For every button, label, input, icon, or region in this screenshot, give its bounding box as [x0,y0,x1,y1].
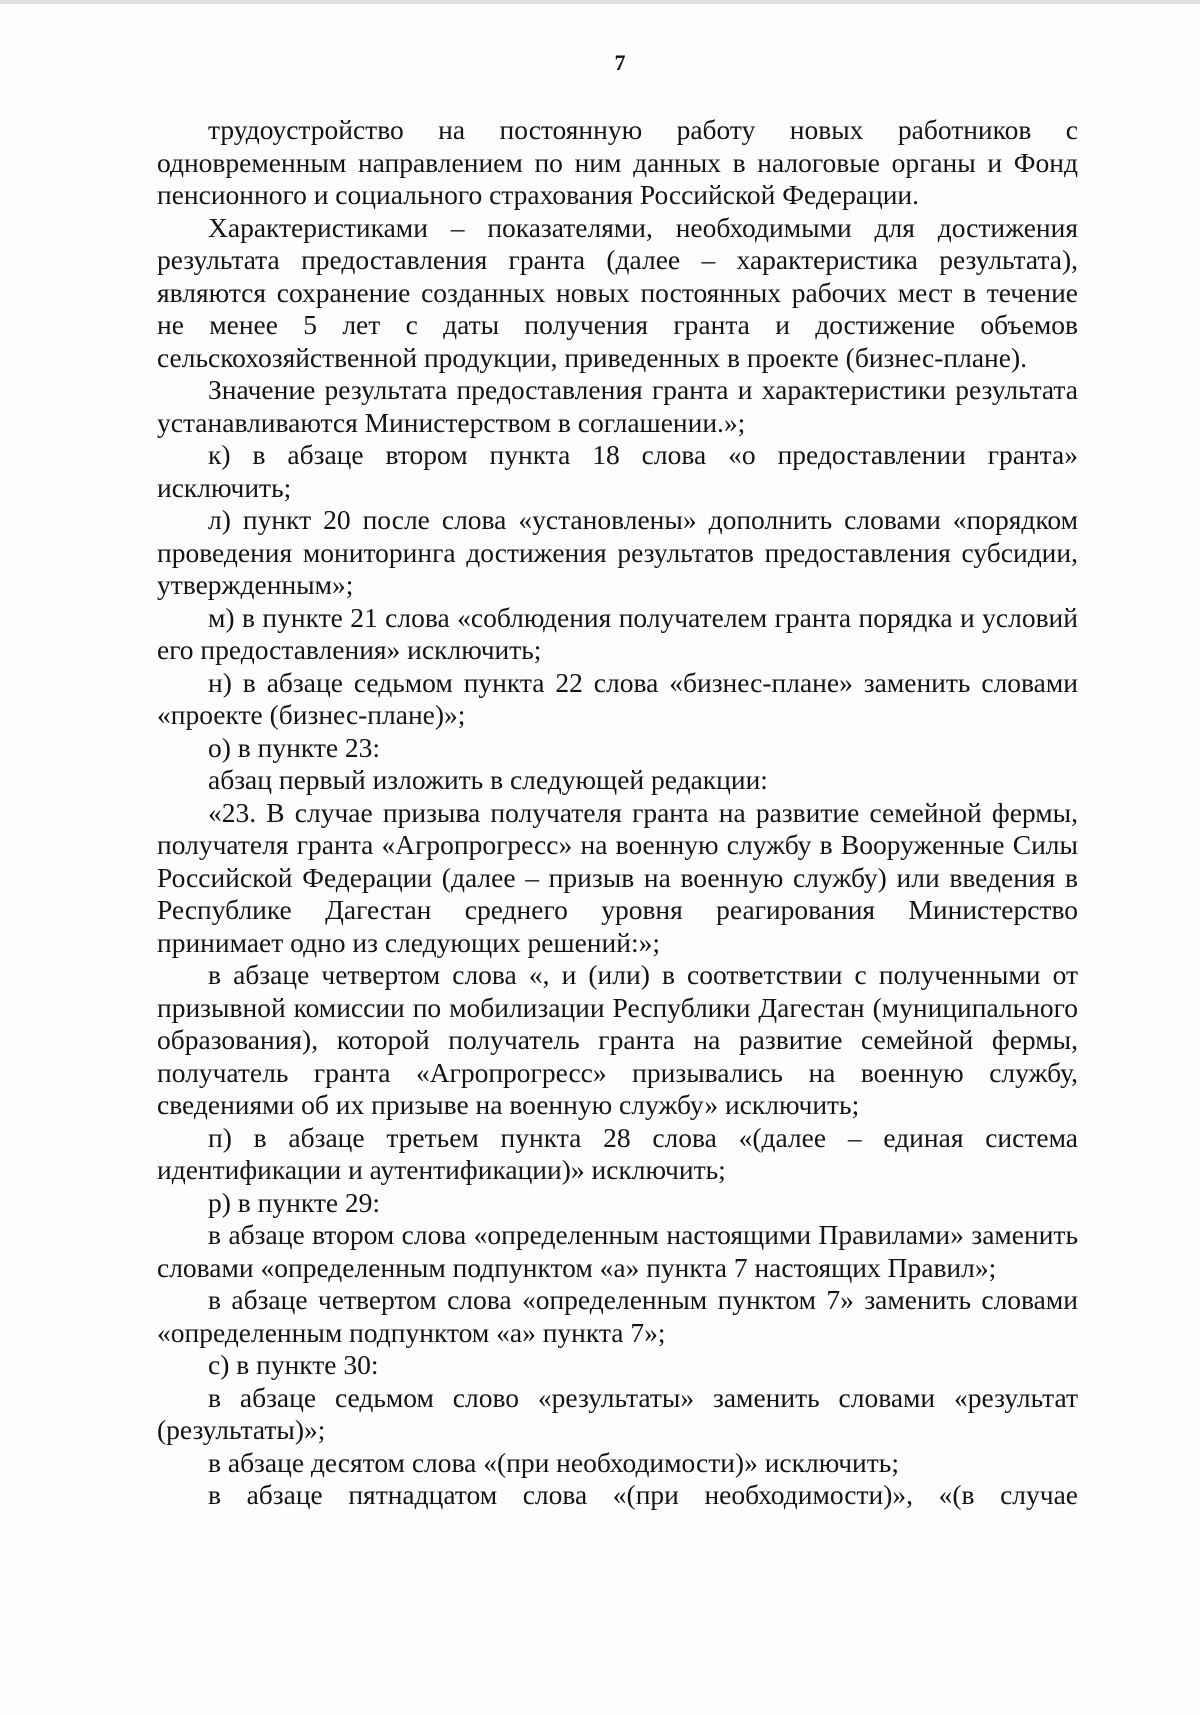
paragraph-15: в абзаце четвертом слова «определенным пунктом 7» заменить словами «определенным подпунктом «а» пункта 7»; [157,1284,1078,1348]
paragraph-10-clause-23: «23. В случае призыва получателя гранта на развитие семейной фермы, получателя гранта «Агропрогресс» на военную службу в Вооруженные Силы Российской Федерации (далее – призыв на военную службу) или введения в Республике Дагестан среднего уровня реагирования Министерство принимает одно из следующих решений:»; [157,796,1078,958]
paragraph-7-item-n: н) в абзаце седьмом пункта 22 слова «бизнес-плане» заменить словами «проекте (бизнес-плане)»; [157,666,1078,730]
paragraph-5-item-l: л) пункт 20 после слова «установлены» дополнить словами «порядком проведения мониторинга достижения результатов предоставления субсидии, утвержденным»; [157,504,1078,600]
paragraph-16-item-s: с) в пункте 30: [208,1349,379,1380]
paragraph-2: Характеристиками – показателями, необходимыми для достижения результата предоставления гранта (далее – характеристика результата), являются сохранение созданных новых постоянных рабочих мест в течение не менее 5 лет с даты получения гранта и достижение объемов сельскохозяйственной продукции, приведенных в проекте (бизнес-плане). [157,211,1078,373]
paragraph-4-item-k: к) в абзаце втором пункта 18 слова «о предоставлении гранта» исключить; [157,439,1078,503]
paragraph-11: в абзаце четвертом слова «, и (или) в соответствии с полученными от призывной комиссии по мобилизации Республики Дагестан (муниципального образования), которой получатель гранта на развитие семейной фермы, получатель гранта «Агропрогресс» призывались на военную службу, сведениями об их призыве на военную службу» исключить; [157,959,1078,1120]
paragraph-6-item-m: м) в пункте 21 слова «соблюдения получателем гранта порядка и условий его предоставления» исключить; [157,601,1078,665]
document-body [157,114,1078,1512]
paragraph-9: абзац первый изложить в следующей редакции: [208,764,768,795]
page-number: 7 [614,50,626,75]
paragraph-8-item-o: о) в пункте 23: [208,731,381,763]
paragraph-3: Значение результата предоставления гранта и характеристики результата устанавливаются Министерством в соглашении.»; [157,374,1078,438]
scan-edge [0,0,1200,4]
paragraph-19: в абзаце пятнадцатом слова «(при необходимости)», «(в случае [208,1479,1078,1510]
paragraph-1: трудоустройство на постоянную работу новых работников с одновременным направлением по ним данных в налоговые органы и Фонд пенсионного и социального страхования Российской Федерации. [157,114,1078,210]
paragraph-17: в абзаце седьмом слово «результаты» заменить словами «результат (результаты)»; [157,1381,1078,1445]
paragraph-13-item-r: р) в пункте 29: [208,1186,381,1218]
paragraph-14: в абзаце втором слова «определенным настоящими Правилами» заменить словами «определенным подпунктом «а» пункта 7 настоящих Правил»; [157,1219,1078,1283]
paragraph-18: в абзаце десятом слова «(при необходимости)» исключить; [208,1446,899,1478]
paragraph-12-item-p: п) в абзаце третьем пункта 28 слова «(далее – единая система идентификации и аутентификации)» исключить; [157,1121,1078,1185]
